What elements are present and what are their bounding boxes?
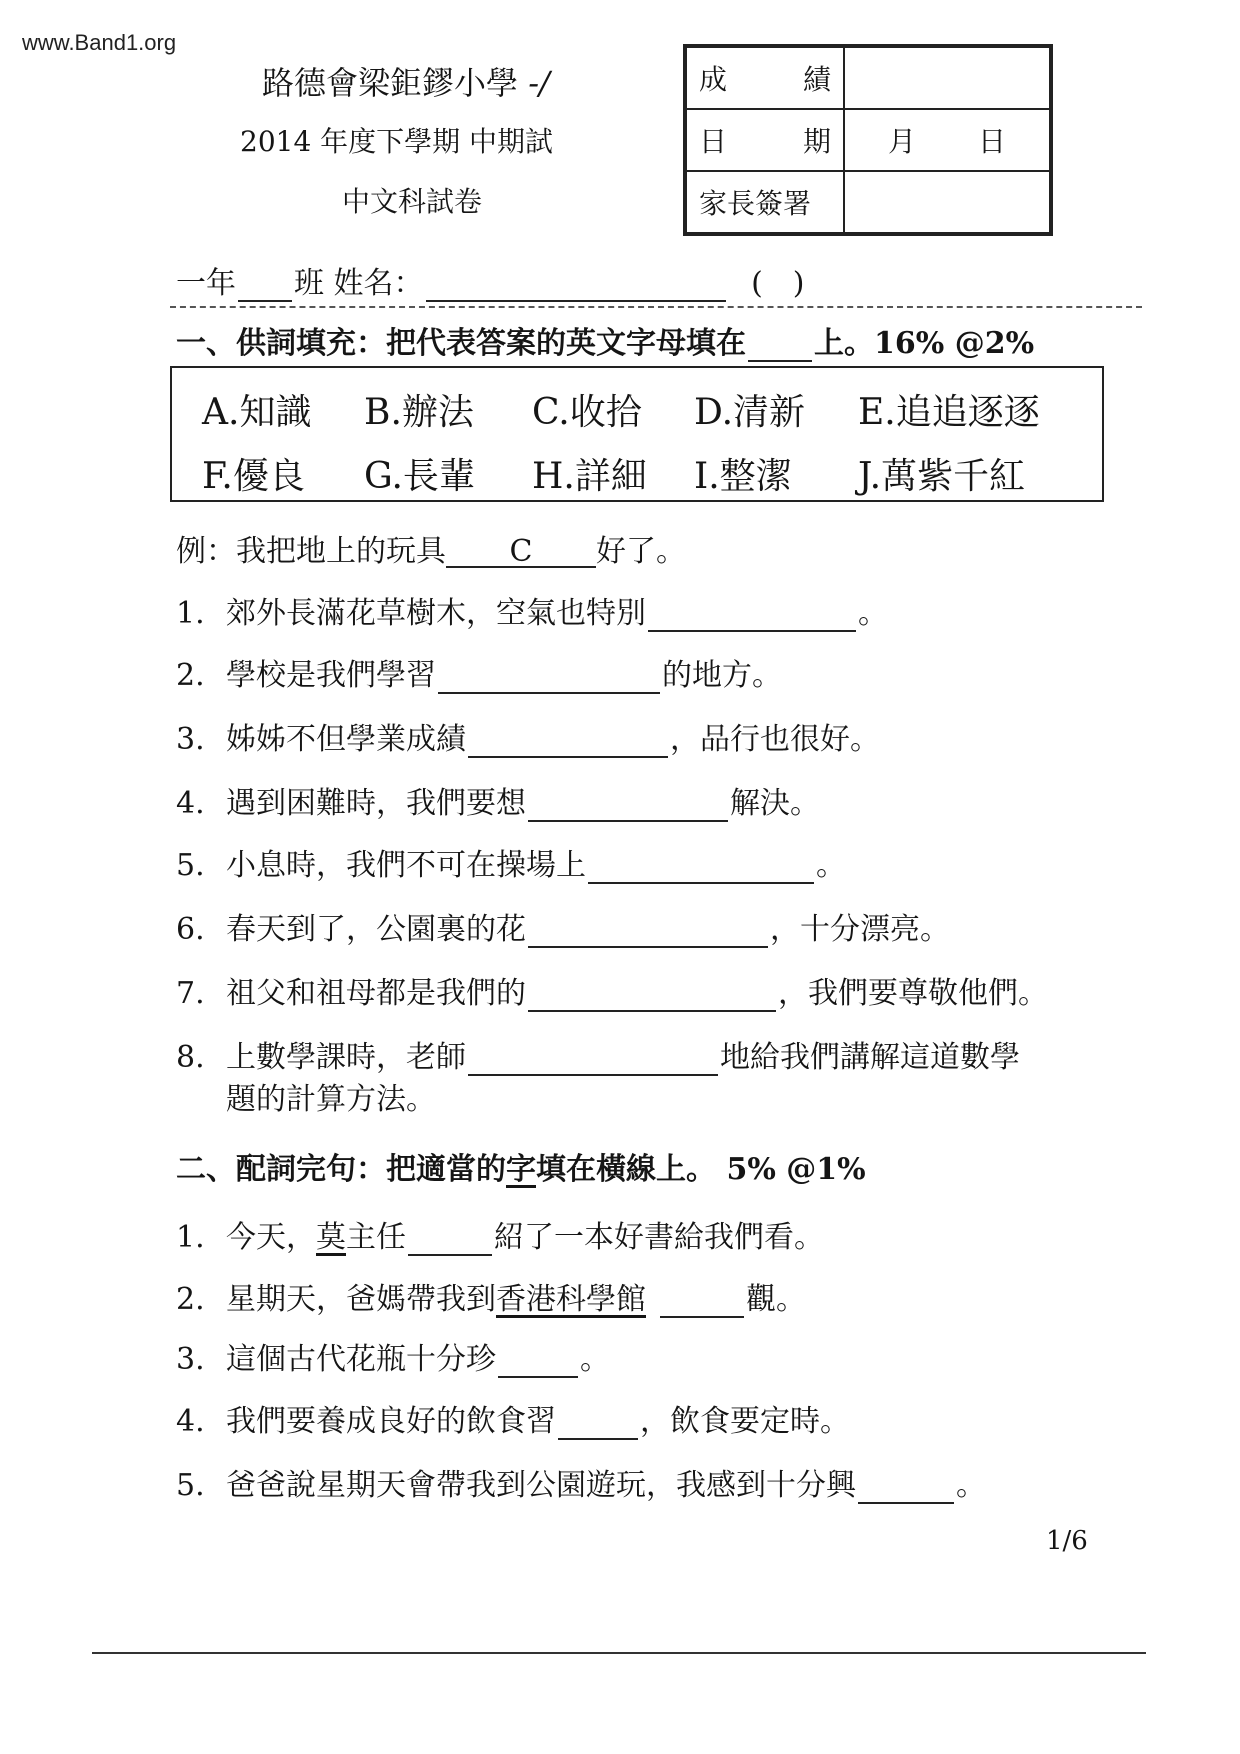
answer-blank[interactable] <box>558 1410 638 1440</box>
word-bank-item: F.優良 <box>202 456 305 497</box>
question-text-after: 觀。 <box>746 1282 806 1317</box>
answer-blank[interactable] <box>660 1288 744 1318</box>
question-text-after: ，我們要尊敬他們。 <box>778 976 1048 1011</box>
question-text-after: 紹了一本好書給我們看。 <box>494 1220 824 1255</box>
question-text-after: 。 <box>956 1468 986 1503</box>
question-text-after: 解決。 <box>730 786 820 821</box>
section1-title <box>176 318 1034 362</box>
date-label-1: 日 <box>699 125 728 158</box>
answer-blank[interactable] <box>438 664 660 694</box>
name-label: 姓名： <box>333 266 424 301</box>
exam-paper: 中文科試卷 <box>342 185 483 218</box>
question-number: 1. <box>176 596 205 631</box>
question-number: 4. <box>176 1404 205 1439</box>
question-text-after: 。 <box>858 596 888 631</box>
parent-signature-label: 家長簽署 <box>699 187 812 220</box>
question-text-before: 祖父和祖母都是我們的 <box>226 976 526 1011</box>
score-info-table <box>683 44 1053 236</box>
question-text-after: 。 <box>816 848 846 883</box>
section1-title-blank <box>748 334 812 362</box>
example-prefix: 例：我把地上的玩具 <box>176 534 446 569</box>
question-text-after: 地給我們講解這道數學 <box>720 1040 1020 1075</box>
date-month: 月 <box>887 125 916 158</box>
answer-blank[interactable] <box>408 1226 492 1256</box>
example-suffix: 好了。 <box>596 534 686 569</box>
question-text: 星期天，爸媽帶我到 <box>226 1282 496 1317</box>
class-number-paren: ( ) <box>751 266 805 301</box>
question-text-after: 。 <box>580 1342 610 1377</box>
question-number: 8. <box>176 1040 205 1075</box>
grade-label-1: 成 <box>699 63 728 96</box>
class-blank[interactable] <box>238 272 292 302</box>
s1-question-5 <box>176 840 846 884</box>
s1-question-2 <box>176 650 782 694</box>
question-number: 3. <box>176 722 205 757</box>
s2-question-3 <box>176 1334 610 1378</box>
word-bank-item: J.萬紫千紅 <box>858 456 1026 497</box>
date-label-cell <box>685 109 844 171</box>
question-number: 5. <box>176 1468 205 1503</box>
question-text-before: 上數學課時，老師 <box>226 1040 466 1075</box>
section2-title-a: 二、配詞完句：把適當的 <box>176 1152 506 1187</box>
question-number: 6. <box>176 912 205 947</box>
name-blank[interactable] <box>426 272 726 302</box>
word-bank-item: B.辦法 <box>364 392 474 433</box>
school-name <box>262 58 550 104</box>
question-number: 1. <box>176 1220 205 1255</box>
s2-question-4 <box>176 1396 850 1440</box>
answer-blank[interactable] <box>648 602 856 632</box>
s1-question-6 <box>176 904 950 948</box>
section2-title <box>176 1144 866 1188</box>
student-info-line <box>176 258 805 302</box>
question-text: 今天， <box>226 1220 316 1255</box>
class-label: 班 <box>294 266 324 301</box>
s2-question-2 <box>176 1274 806 1318</box>
date-value-cell[interactable] <box>844 109 1051 171</box>
s2-question-1 <box>176 1212 824 1256</box>
question-text: 主任 <box>346 1220 406 1255</box>
answer-blank[interactable] <box>468 1046 718 1076</box>
question-text-before: 學校是我們學習 <box>226 658 436 693</box>
page-number: 1/6 <box>1046 1526 1088 1556</box>
question-text-after: ，飲食要定時。 <box>640 1404 850 1439</box>
s1-question-4 <box>176 778 820 822</box>
word-bank-item: I.整潔 <box>694 456 792 497</box>
date-day: 日 <box>977 125 1006 158</box>
answer-blank[interactable] <box>528 792 728 822</box>
word-bank-item: E.追追逐逐 <box>858 392 1040 433</box>
word-bank-item: H.詳細 <box>532 456 647 497</box>
grade-label-2: 績 <box>802 63 831 96</box>
question-number: 2. <box>176 1282 205 1317</box>
section2-title-c: 填在橫線上。 5% @1% <box>536 1152 866 1187</box>
answer-blank[interactable] <box>528 982 776 1012</box>
s1-question-8 <box>176 1032 1020 1076</box>
proper-name-underlined: 香港科學館 <box>496 1282 646 1317</box>
s1-question-1 <box>176 588 888 632</box>
word-bank-item: D.清新 <box>694 392 806 433</box>
word-bank-item: G.長輩 <box>364 456 475 497</box>
s2-question-5 <box>176 1460 986 1504</box>
s1-question-7 <box>176 968 1048 1012</box>
date-label-2: 期 <box>802 125 831 158</box>
section2-title-emphasis: 字 <box>506 1152 536 1187</box>
question-text-before: 遇到困難時，我們要想 <box>226 786 526 821</box>
question-text: 這個古代花瓶十分珍 <box>226 1342 496 1377</box>
parent-signature-label-cell <box>685 171 844 234</box>
question-text-after: ，品行也很好。 <box>670 722 880 757</box>
exam-term: 2014 年度下學期 中期試 <box>240 125 554 158</box>
answer-blank[interactable] <box>588 854 814 884</box>
answer-blank[interactable] <box>858 1474 954 1504</box>
footer-rule <box>92 1652 1146 1654</box>
word-bank-item: C.收拾 <box>532 392 642 433</box>
question-number: 7. <box>176 976 205 1011</box>
s1-question-3 <box>176 714 880 758</box>
school-name-text: 路德會梁鉅鏐小學 <box>262 64 519 102</box>
question-text-after: 的地方。 <box>662 658 782 693</box>
question-text-before: 春天到了，公園裏的花 <box>226 912 526 947</box>
answer-blank[interactable] <box>468 728 668 758</box>
question-number: 2. <box>176 658 205 693</box>
section1-example <box>176 526 686 570</box>
grade-label-cell <box>685 46 844 109</box>
question-text: 爸爸說星期天會帶我到公園遊玩，我感到十分興 <box>226 1468 856 1503</box>
parent-signature-cell[interactable] <box>844 171 1051 234</box>
answer-blank[interactable] <box>498 1348 578 1378</box>
question-text-after: ，十分漂亮。 <box>770 912 950 947</box>
question-text-before: 郊外長滿花草樹木，空氣也特別 <box>226 596 646 631</box>
answer-blank[interactable] <box>528 918 768 948</box>
header-divider <box>170 306 1142 308</box>
site-watermark: www.Band1.org <box>22 30 177 55</box>
word-bank-item: A.知識 <box>202 392 312 433</box>
question-text-before: 小息時，我們不可在操場上 <box>226 848 586 883</box>
question-text: 我們要養成良好的飲食習 <box>226 1404 556 1439</box>
example-answer: C <box>446 534 596 568</box>
question-number: 4. <box>176 786 205 821</box>
question-number: 5. <box>176 848 205 883</box>
grade-value-cell[interactable] <box>844 46 1051 109</box>
year-label: 一年 <box>176 266 236 301</box>
section1-title-prefix: 一、供詞填充：把代表答案的英文字母填在 <box>176 326 746 361</box>
question-text-before: 姊姊不但學業成績 <box>226 722 466 757</box>
question-number: 3. <box>176 1342 205 1377</box>
s1-question-8-line2: 題的計算方法。 <box>226 1082 436 1117</box>
section1-title-suffix: 上。16% @2% <box>814 326 1035 361</box>
school-handwritten-mark: -/ <box>528 64 550 102</box>
proper-name-underlined: 莫 <box>316 1220 346 1255</box>
